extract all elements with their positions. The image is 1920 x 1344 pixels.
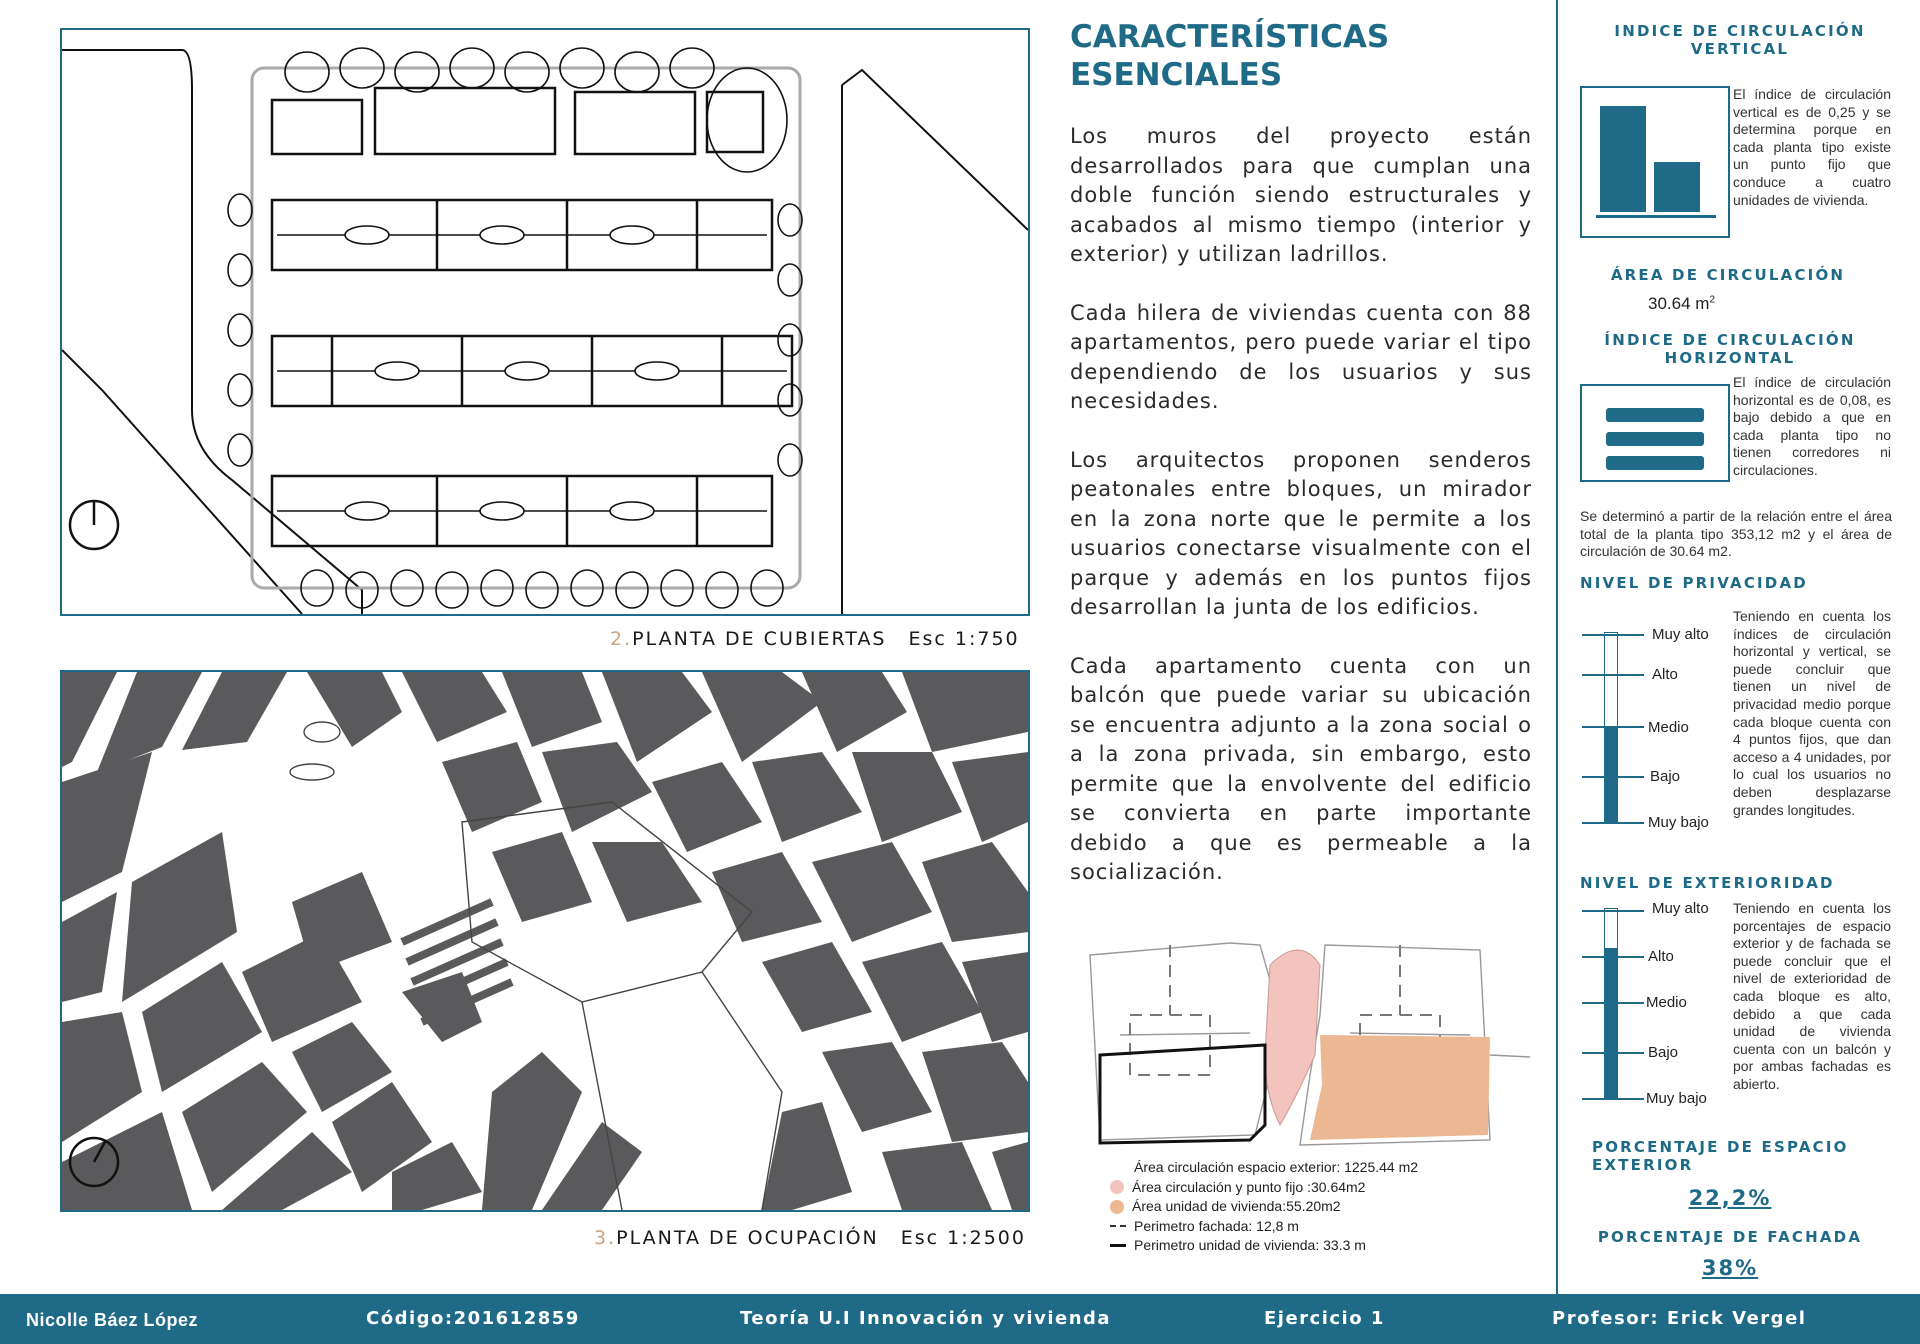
bar-line-3	[1606, 456, 1704, 470]
footer-bar	[0, 1294, 1920, 1344]
title-line-1: CARACTERÍSTICAS	[1070, 19, 1390, 55]
legend-exterior-circulation	[1110, 1158, 1418, 1178]
privacy-level-title: NIVEL DE PRIVACIDAD	[1580, 574, 1808, 592]
exteriority-label-high: Alto	[1648, 948, 1674, 965]
tick-5	[1582, 822, 1644, 824]
roof-plan-title: PLANTA DE CUBIERTAS	[632, 628, 887, 650]
tick-1	[1582, 910, 1644, 912]
legend-unit-area	[1110, 1197, 1418, 1217]
circulation-area-title: ÁREA DE CIRCULACIÓN	[1610, 266, 1846, 284]
privacy-label-very-high: Muy alto	[1652, 626, 1709, 643]
floor-plan-legend	[1110, 1158, 1418, 1256]
tick-4	[1582, 776, 1644, 778]
tick-5	[1582, 1098, 1644, 1100]
legend-text: Área circulación espacio exterior: 1225.44 m2	[1134, 1159, 1419, 1175]
horizontal-circulation-note: Se determinó a partir de la relación entre el área total de la planta tipo 353,12 m2 y el área de circulación de 30.64 m2.	[1580, 508, 1892, 560]
footer-exercise: Ejercicio 1	[1264, 1308, 1385, 1329]
exteriority-label-very-high: Muy alto	[1652, 900, 1709, 917]
footer-professor: Profesor: Erick Vergel	[1552, 1308, 1807, 1329]
legend-unit-perimeter	[1110, 1236, 1418, 1256]
paragraph-paths: Los arquitectos proponen senderos peatonales entre bloques, un mirador en la zona norte que le permite a los usuarios conectarse visualmente con el parque y además en los puntos fijos desarrollan la junta de los edificios.	[1070, 447, 1532, 619]
sidebar-divider	[1556, 0, 1558, 1294]
bar-line-2	[1606, 432, 1704, 446]
footer-code: Código:201612859	[366, 1308, 580, 1329]
footer-course: Teoría U.I Innovación y vivienda	[740, 1308, 1112, 1329]
roof-plan-caption	[610, 628, 1020, 650]
footer-author: Nicolle Báez López	[26, 1310, 199, 1330]
privacy-label-very-low: Muy bajo	[1648, 814, 1709, 831]
vertical-circulation-text: El índice de circulación vertical es de 0,25 y se determina porque en cada planta tipo existe un punto fijo que conduce a cuatro unidades de vivienda.	[1733, 86, 1891, 208]
horizontal-circulation-chart	[1580, 384, 1730, 482]
privacy-text: Teniendo en cuenta los índices de circulación horizontal y vertical, se puede concluir que tienen un nivel de privacidad medio porque cada bloque cuenta con 4 puntos fijos, que dan acceso a 4 unidades, por lo cual los usuarios no deben desplazarse grandes longitudes.	[1733, 608, 1891, 818]
unit-floor-plan	[1070, 925, 1540, 1155]
vertical-circulation-chart	[1580, 86, 1730, 238]
tick-3	[1582, 1002, 1644, 1004]
dashed-line-icon	[1110, 1225, 1126, 1227]
body-text	[1070, 122, 1532, 917]
occupation-plan-drawing	[60, 670, 1030, 1212]
privacy-label-medium: Medio	[1648, 719, 1689, 736]
occupation-plan-scale: Esc 1:2500	[900, 1227, 1026, 1249]
pink-dot-icon	[1110, 1180, 1124, 1194]
title-line-2: ESENCIALES	[1070, 57, 1283, 93]
area-number: 30.64 m	[1648, 294, 1710, 313]
legend-text: Área circulación y punto fijo :30.64m2	[1132, 1178, 1366, 1195]
horizontal-circulation-title: ÍNDICE DE CIRCULACIÓN HORIZONTAL	[1604, 331, 1856, 367]
legend-circulation-fixed-point	[1110, 1178, 1418, 1198]
legend-facade-perimeter	[1110, 1217, 1418, 1237]
circulation-area-value	[1648, 294, 1715, 314]
orange-dot-icon	[1110, 1200, 1124, 1214]
paragraph-walls: Los muros del proyecto están desarrollados para que cumplan una doble función siendo estructurales y acabados al mismo tiempo (interior y exterior) y utilizan ladrillos.	[1070, 124, 1532, 266]
exteriority-text: Teniendo en cuenta los porcentajes de espacio exterior y de fachada se puede concluir que el nivel de exterioridad de cada bloque es alto, debido a que cada unidad de vivienda cuenta con un balcón y por ambas fachadas es abierto.	[1733, 900, 1891, 1092]
solid-line-icon	[1110, 1244, 1126, 1247]
scale-fill	[1604, 948, 1618, 1100]
bar-line-1	[1606, 408, 1704, 422]
exteriority-label-low: Bajo	[1648, 1044, 1679, 1061]
bar-high	[1600, 106, 1646, 212]
legend-text: Perimetro unidad de vivienda: 33.3 m	[1134, 1237, 1366, 1253]
exterior-space-percentage-value: 22,2%	[1688, 1186, 1772, 1210]
legend-text: Área unidad de vivienda:55.20m2	[1132, 1198, 1341, 1214]
horizontal-circulation-text: El índice de circulación horizontal es de 0,08, es bajo debido a que en cada planta tipo no tienen corredores ni circulaciones.	[1733, 374, 1891, 478]
occupation-plan-number: 3.	[594, 1227, 617, 1249]
tick-1	[1582, 634, 1644, 636]
tick-2	[1582, 674, 1644, 676]
occupation-plan-title: PLANTA DE OCUPACIÓN	[616, 1227, 879, 1249]
tick-4	[1582, 1052, 1644, 1054]
paragraph-balcony: Cada apartamento cuenta con un balcón que puede variar su ubicación se encuentra adjunto a la zona social o a la zona privada, sin embargo, esto permite que la envolvente del edificio se convierta en parte importante debido a que es permeable a la socialización.	[1070, 653, 1532, 884]
exteriority-level-title: NIVEL DE EXTERIORIDAD	[1580, 874, 1835, 892]
tick-3	[1582, 726, 1644, 728]
chart-baseline	[1596, 215, 1716, 218]
roof-plan-number: 2.	[610, 628, 633, 650]
privacy-label-low: Bajo	[1650, 768, 1681, 785]
exterior-space-percentage-title: PORCENTAJE DE ESPACIO EXTERIOR	[1592, 1138, 1849, 1174]
exteriority-label-very-low: Muy bajo	[1646, 1090, 1707, 1107]
page-title	[1070, 18, 1510, 94]
privacy-label-high: Alto	[1652, 666, 1678, 683]
exteriority-label-medium: Medio	[1646, 994, 1687, 1011]
facade-percentage-title: PORCENTAJE DE FACHADA	[1597, 1228, 1863, 1246]
legend-text: Perimetro fachada: 12,8 m	[1134, 1217, 1299, 1234]
area-unit: 2	[1709, 294, 1715, 306]
paragraph-apartments: Cada hilera de viviendas cuenta con 88 apartamentos, pero puede variar el tipo dependiendo de los usuarios y sus necesidades.	[1070, 300, 1532, 413]
roof-plan-scale: Esc 1:750	[908, 628, 1020, 650]
vertical-circulation-title: INDICE DE CIRCULACIÓN VERTICAL	[1614, 22, 1866, 58]
roof-plan-drawing	[60, 28, 1030, 616]
occupation-plan-caption	[594, 1227, 1026, 1249]
bar-low	[1654, 162, 1700, 212]
facade-percentage-value: 38%	[1701, 1256, 1759, 1280]
tick-2	[1582, 956, 1644, 958]
